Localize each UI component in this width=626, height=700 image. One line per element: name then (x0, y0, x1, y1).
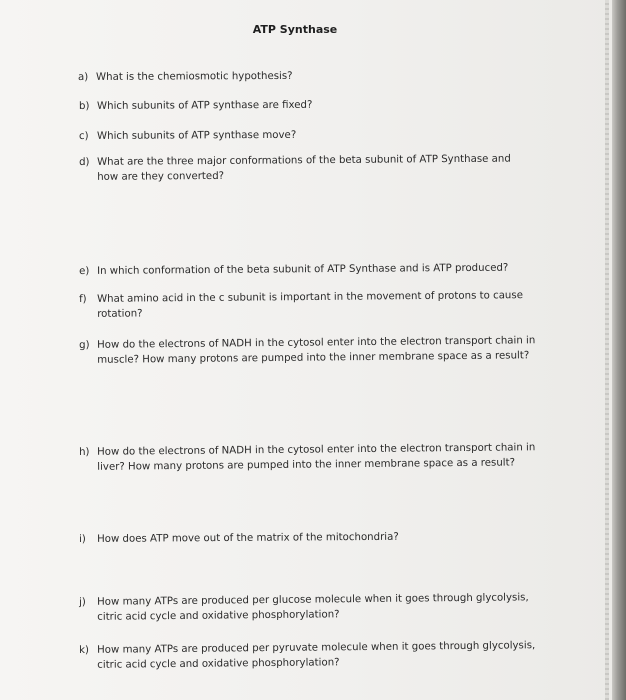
question-b (79, 97, 509, 114)
page-edge-highlight (605, 0, 609, 700)
question-e (79, 261, 519, 279)
question-b-text: Which subunits of ATP synthase are fixed? (97, 99, 313, 112)
question-e-text: In which conformation of the beta subunit of ATP Synthase and is ATP produced? (97, 262, 509, 277)
question-c (79, 127, 509, 144)
question-i (79, 529, 509, 547)
page-edge-shadow (612, 0, 626, 700)
question-b-letter: b) (79, 100, 90, 112)
question-h-text: How do the electrons of NADH in the cytosol enter into the electron transport chain in liver? How many protons are pumped into the inner membrane space as a result? (97, 442, 536, 473)
question-a-text: What is the chemiosmotic hypothesis? (96, 70, 293, 83)
question-d-letter: d) (79, 156, 90, 168)
question-k-text: How many ATPs are produced per pyruvate molecule when it goes through glycolysis, citric acid cycle and oxidative phosphorylation? (97, 640, 536, 671)
question-i-letter: i) (79, 533, 86, 545)
question-e-letter: e) (79, 265, 90, 277)
question-g (79, 333, 541, 368)
question-j (79, 590, 534, 625)
question-d (79, 151, 534, 185)
question-a (78, 68, 508, 85)
question-g-letter: g) (79, 339, 90, 351)
question-c-letter: c) (79, 130, 89, 142)
question-j-letter: j) (79, 596, 86, 608)
question-f-text: What amino acid in the c subunit is important in the movement of protons to cause rotation? (97, 290, 524, 320)
question-a-letter: a) (78, 71, 89, 83)
question-g-text: How do the electrons of NADH in the cytosol enter into the electron transport chain in muscle? How many protons are pumped into the inner membrane space as a result? (97, 335, 536, 366)
question-c-text: Which subunits of ATP synthase move? (97, 129, 297, 142)
question-f-letter: f) (79, 293, 87, 305)
worksheet-title: ATP Synthase (252, 23, 338, 36)
question-i-text: How does ATP move out of the matrix of the mitochondria? (97, 531, 399, 545)
question-j-text: How many ATPs are produced per glucose molecule when it goes through glycolysis, citric acid cycle and oxidative phosphorylation? (97, 592, 529, 623)
question-h-letter: h) (79, 446, 90, 458)
question-k (79, 638, 541, 673)
question-d-text: What are the three major conformations of the beta subunit of ATP Synthase and how are they converted? (97, 153, 511, 183)
question-f (79, 288, 534, 322)
question-h (79, 440, 541, 475)
question-k-letter: k) (79, 644, 90, 656)
